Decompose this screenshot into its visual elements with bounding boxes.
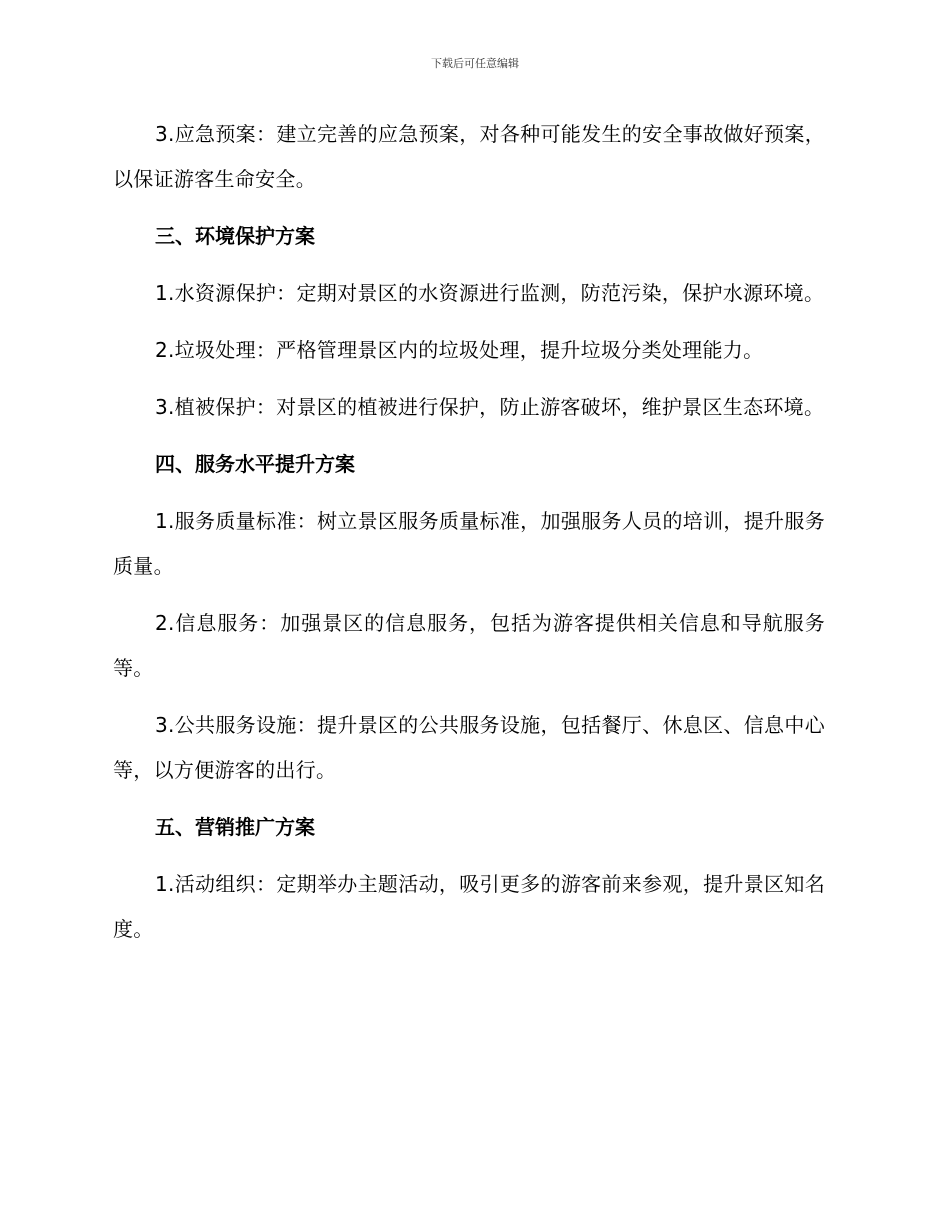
paragraph-information-service: 2.信息服务：加强景区的信息服务，包括为游客提供相关信息和导航服务等。	[113, 611, 825, 680]
paragraph-waste-handling: 2.垃圾处理：严格管理景区内的垃圾处理，提升垃圾分类处理能力。	[155, 338, 764, 362]
document-body	[113, 112, 825, 964]
section-heading-marketing: 五、营销推广方案	[155, 815, 315, 839]
paragraph-emergency-plan: 3.应急预案：建立完善的应急预案，对各种可能发生的安全事故做好预案，以保证游客生命安全。	[113, 122, 825, 191]
paragraph-service-standard: 1.服务质量标准：树立景区服务质量标准，加强服务人员的培训，提升服务质量。	[113, 509, 825, 578]
paragraph-vegetation-protection: 3.植被保护：对景区的植被进行保护，防止游客破坏，维护景区生态环境。	[155, 395, 825, 419]
section-heading-environment: 三、环境保护方案	[155, 224, 315, 248]
section-heading-service: 四、服务水平提升方案	[155, 452, 355, 476]
paragraph-public-facilities: 3.公共服务设施：提升景区的公共服务设施，包括餐厅、休息区、信息中心等，以方便游客的出行。	[113, 713, 825, 782]
paragraph-event-organization: 1.活动组织：定期举办主题活动，吸引更多的游客前来参观，提升景区知名度。	[113, 872, 825, 941]
page-header: 下载后可任意编辑	[431, 57, 519, 70]
paragraph-water-protection: 1.水资源保护：定期对景区的水资源进行监测，防范污染，保护水源环境。	[155, 281, 825, 305]
